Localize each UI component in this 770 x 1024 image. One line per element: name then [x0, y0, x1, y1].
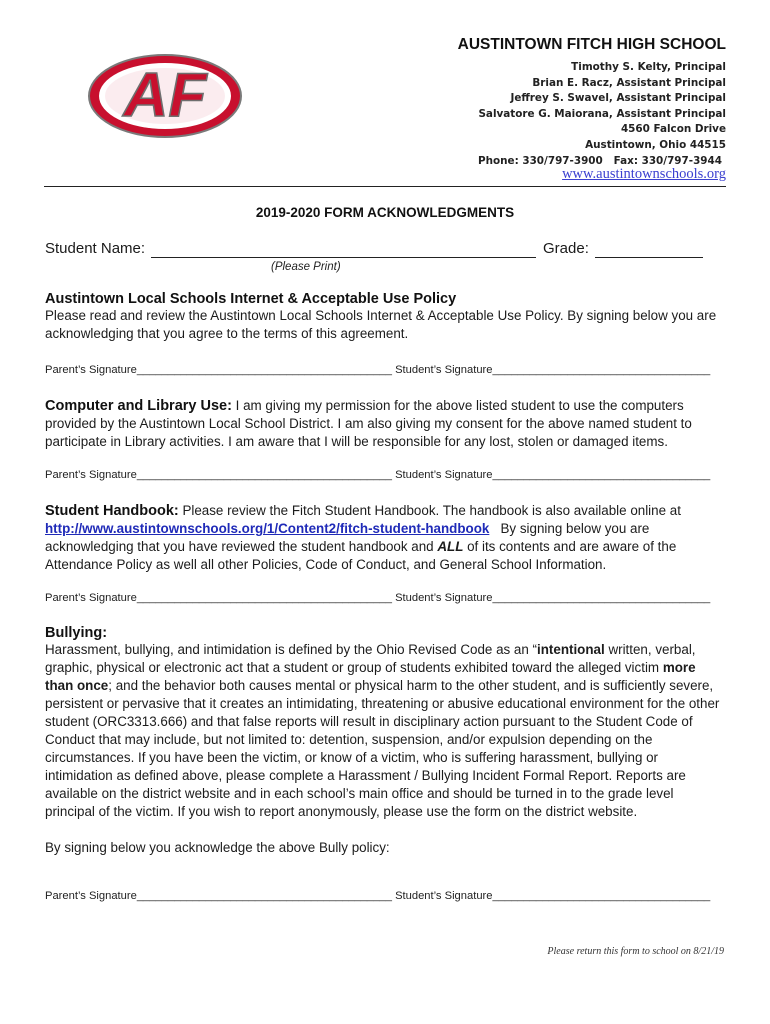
school-header	[326, 36, 726, 169]
handbook-link[interactable]: http://www.austintownschools.org/1/Content2/fitch-student-handbook	[45, 521, 490, 536]
signature-row-handbook	[45, 592, 727, 604]
student-signature-field[interactable]: Student’s Signature___________________________________	[395, 469, 711, 481]
school-name: AUSTINTOWN FITCH HIGH SCHOOL	[457, 36, 726, 53]
student-name-label: Student Name:	[45, 240, 146, 257]
student-signature-field[interactable]: Student’s Signature___________________________________	[395, 890, 711, 902]
handbook-title: Student Handbook:	[45, 503, 179, 519]
handbook-body-3: of its contents and are aware of the Attendance Policy as well all other Policies, Code of Conduct, and General School Information.	[45, 539, 677, 572]
parent-signature-field[interactable]: Parent’s Signature_________________________________________	[45, 364, 392, 376]
bullying-body	[45, 641, 727, 821]
computer-library-section	[45, 397, 727, 451]
bullying-section	[45, 625, 727, 857]
signature-row-internet	[45, 364, 727, 376]
bullying-acknowledge: By signing below you acknowledge the above Bully policy:	[45, 840, 390, 855]
parent-signature-field[interactable]: Parent’s Signature_________________________________________	[45, 890, 392, 902]
phone-fax: Phone: 330/797-3900 Fax: 330/797-3944	[477, 154, 722, 167]
bullying-title: Bullying:	[45, 625, 108, 641]
bullying-bold-intentional: intentional	[537, 642, 605, 657]
signature-row-computer	[45, 469, 727, 481]
principal-line: Timothy S. Kelty, Principal	[571, 61, 726, 73]
header-rule	[44, 186, 726, 187]
assistant-principal-line-1: Brian E. Racz, Assistant Principal	[532, 76, 726, 89]
handbook-body-2: By signing below you are acknowledging that you have reviewed the student handbook and	[45, 521, 654, 554]
please-print-note: (Please Print)	[271, 261, 341, 273]
computer-library-body: I am giving my permission for the above listed student to use the computers provided by the Austintown Local School District. I am also giving my consent for the above named student to participate in Library activities. I am aware that I will be responsible for any lost, stolen or damaged items.	[45, 398, 692, 449]
bullying-text-1: Harassment, bullying, and intimidation is defined by the Ohio Revised Code as an “	[45, 642, 538, 657]
address-city: Austintown, Ohio 44515	[585, 138, 726, 151]
student-signature-field[interactable]: Student’s Signature___________________________________	[395, 592, 711, 604]
return-date-note: Please return this form to school on 8/21/19	[547, 946, 724, 957]
form-title: 2019-2020 FORM ACKNOWLEDGMENTS	[255, 205, 515, 220]
handbook-body-1: Please review the Fitch Student Handbook. The handbook is also available online at	[178, 503, 681, 518]
handbook-emphasis: ALL	[437, 539, 464, 554]
internet-policy-section	[45, 291, 727, 343]
internet-policy-title: Austintown Local Schools Internet & Acceptable Use Policy	[45, 291, 457, 307]
signature-row-bullying	[45, 890, 727, 902]
parent-signature-field[interactable]: Parent’s Signature_________________________________________	[45, 469, 392, 481]
assistant-principal-line-3: Salvatore G. Maiorana, Assistant Principal	[478, 107, 726, 120]
assistant-principal-line-2: Jeffrey S. Swavel, Assistant Principal	[510, 92, 726, 105]
grade-field[interactable]	[595, 257, 703, 258]
bullying-text-3: ; and the behavior both causes mental or physical harm to the other student, and is sufficiently severe, persistent or pervasive that it creates an intimidating, threatening or abusive educational environment for the other student (ORC3313.666) and that false reports will result in disciplinary action pursuant to the Student Code of Conduct that may include, but not limited to: detention, suspension, and/or expulsion depending on the circumstances. If you have been the victim, or know of a victim, who is suffering harassment, bullying or intimidation as defined above, please complete a Harassment / Bullying Incident Formal Report. Reports are available on the district website and in each school’s main office and should be turned in to the grade level principal of the victim. If you wish to report anonymously, please use the form on the district website.	[45, 678, 720, 819]
grade-label: Grade:	[543, 240, 589, 257]
student-signature-field[interactable]: Student’s Signature___________________________________	[395, 364, 711, 376]
logo-letters: AF	[123, 61, 207, 130]
website-link[interactable]: www.austintownschools.org	[562, 166, 726, 182]
bullying-bold-more-than-once: more than once	[45, 660, 696, 693]
parent-signature-field[interactable]: Parent’s Signature_________________________________________	[45, 592, 392, 604]
school-logo	[86, 52, 244, 140]
address-street: 4560 Falcon Drive	[620, 123, 726, 136]
internet-policy-body: Please read and review the Austintown Local Schools Internet & Acceptable Use Policy. By signing below you are acknowledging that you agree to the terms of this agreement.	[45, 308, 717, 341]
computer-library-title: Computer and Library Use:	[45, 398, 232, 414]
student-name-field[interactable]	[151, 257, 536, 258]
bullying-text-2: written, verbal, graphic, physical or electronic act that a student or group of students exhibited toward the alleged victim	[45, 642, 696, 675]
handbook-section	[45, 502, 727, 574]
